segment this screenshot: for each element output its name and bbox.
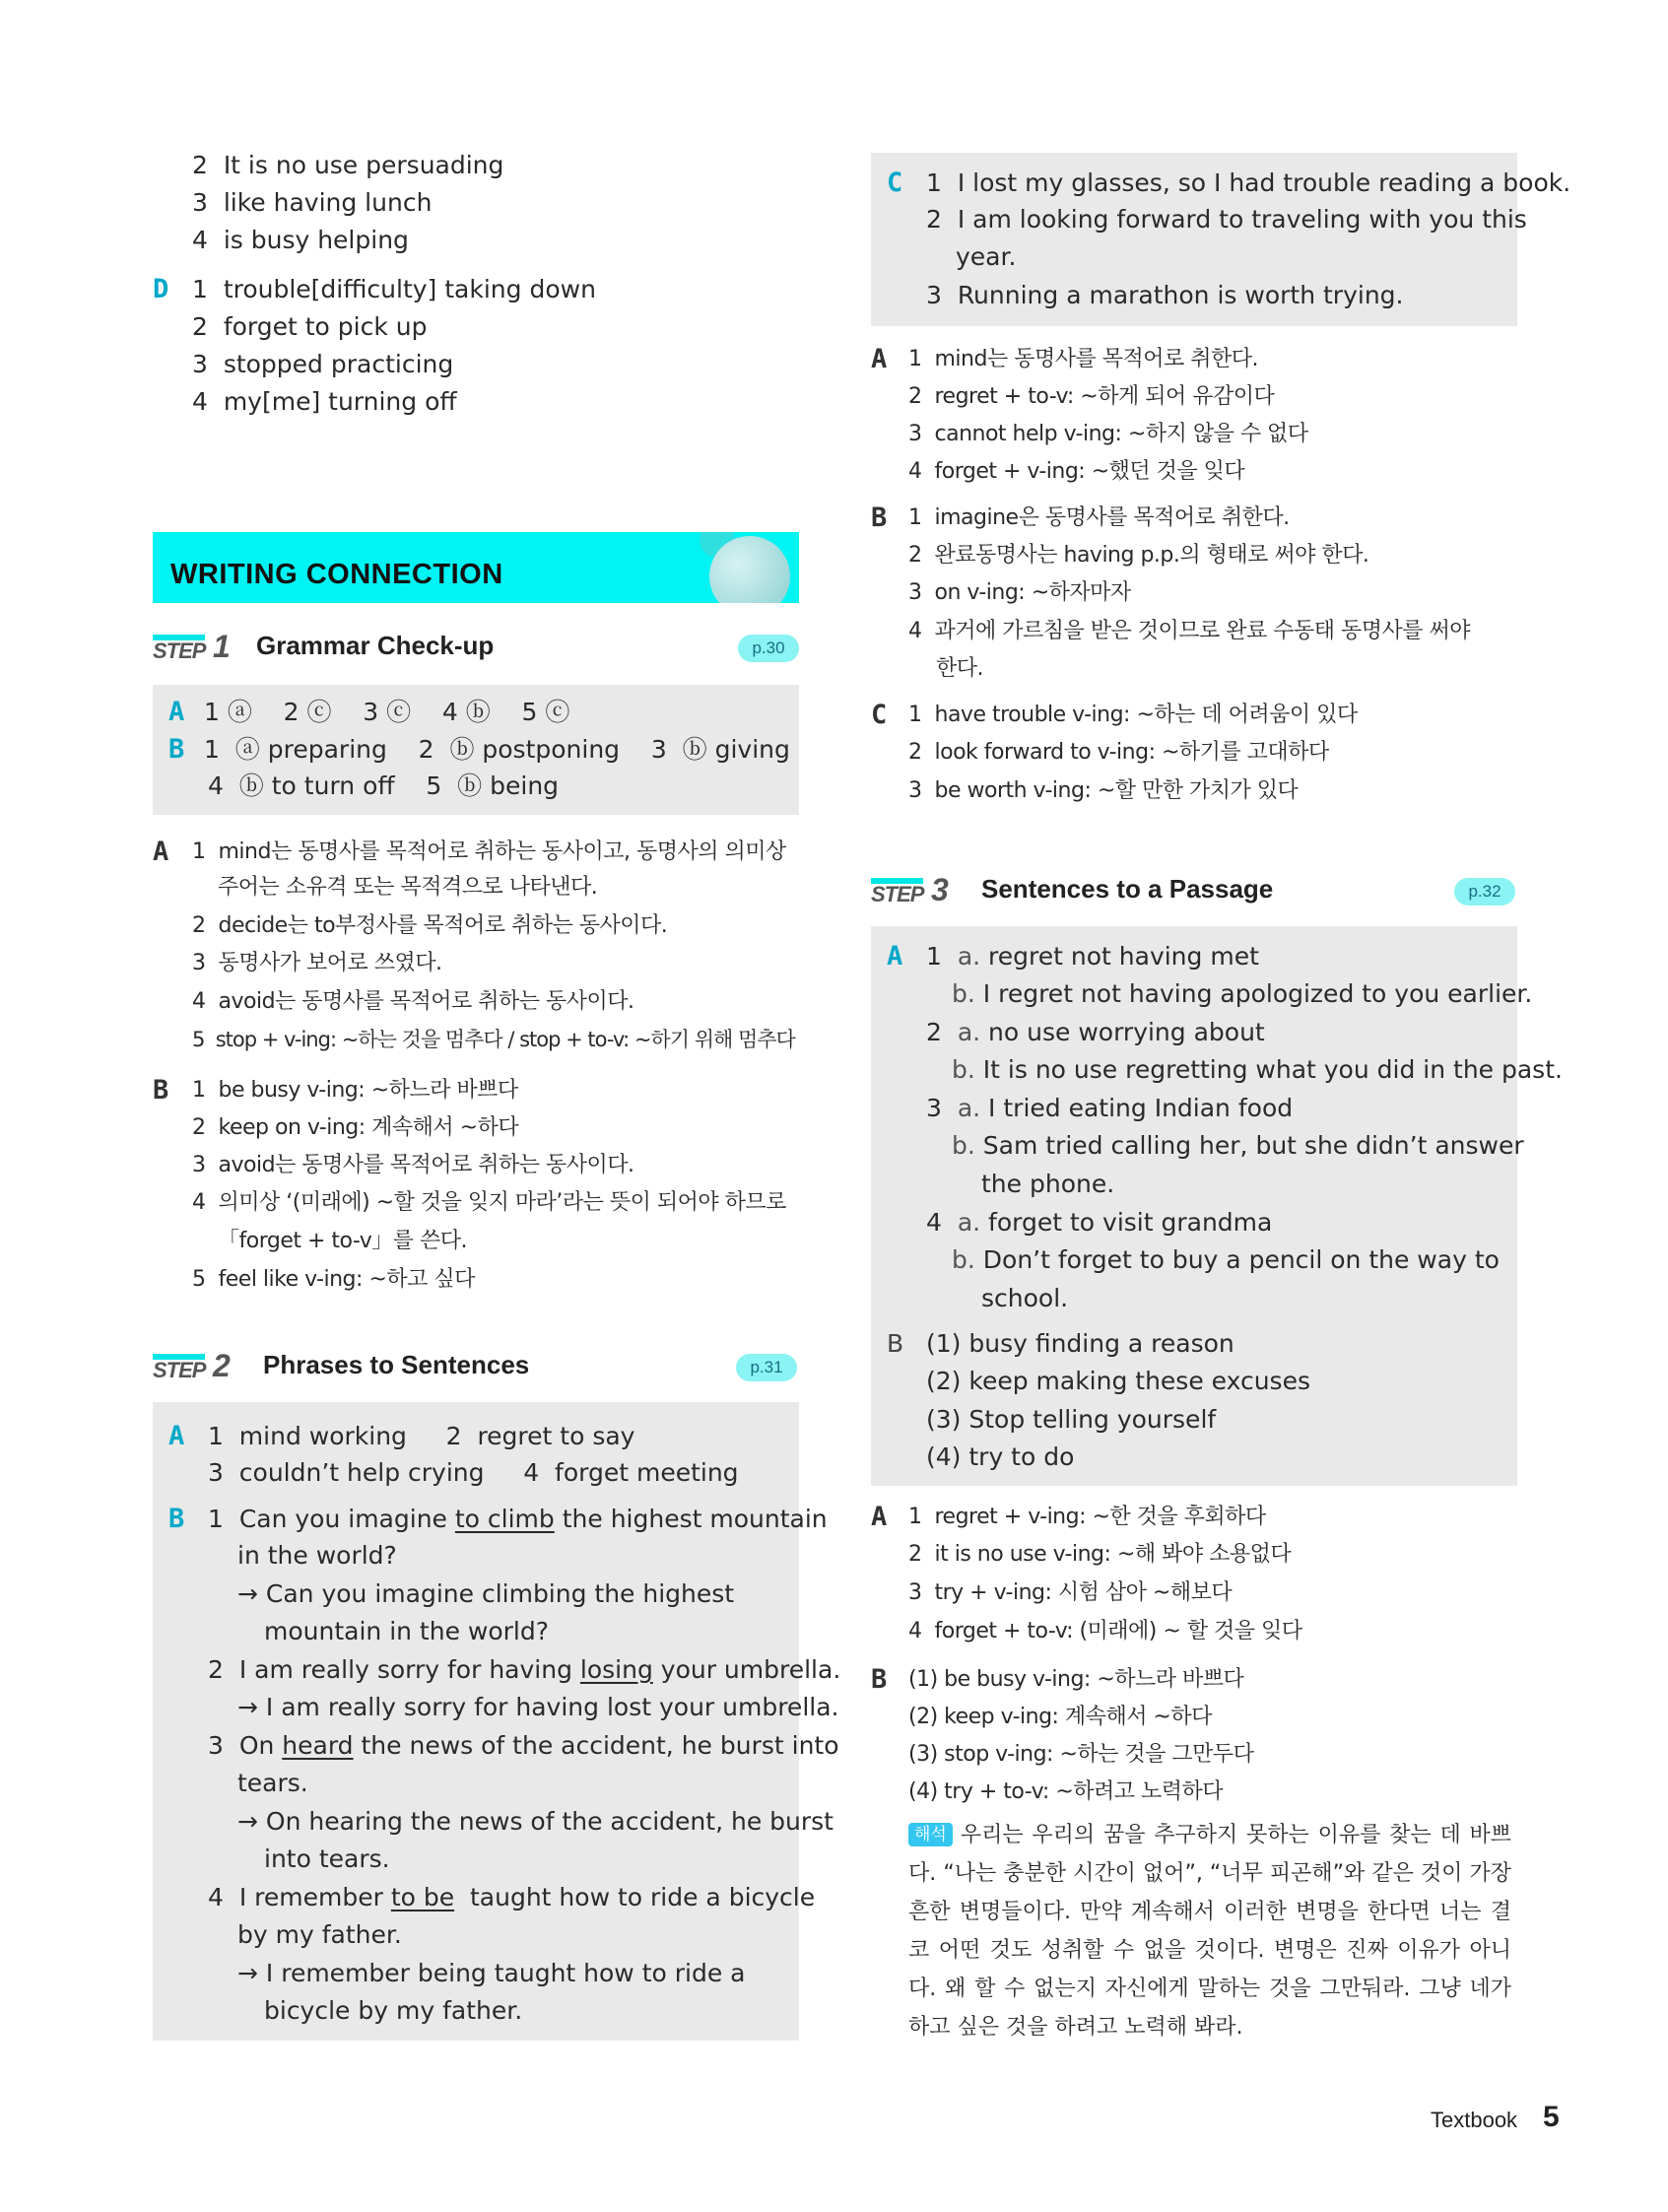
d-item-1: 1 trouble[difficulty] taking down	[192, 275, 596, 303]
step2-b1-answer-cont: mountain in the world?	[264, 1617, 550, 1645]
explanation-label-a: A	[871, 1502, 888, 1532]
step2-header	[153, 1344, 799, 1387]
page-reference-badge: p.32	[1454, 878, 1515, 905]
translation-paragraph	[908, 1816, 1511, 2046]
c-answer-2: 2 I am looking forward to traveling with you this	[926, 205, 1527, 234]
step-number: 2	[213, 1348, 231, 1383]
step1-answer-box	[153, 685, 799, 815]
explanation-b-1: 1 be busy v-ing: ~하느라 바쁘다	[192, 1078, 518, 1103]
step2-b2-answer: → I am really sorry for having lost your umbrella.	[237, 1693, 839, 1721]
step2-answer-box	[153, 1402, 841, 2041]
section-label-b: B	[168, 734, 185, 765]
explanation-b-2: 2 keep on v-ing: 계속해서 ~하다	[192, 1115, 519, 1140]
right-exp-a-4: 4 forget + v-ing: ~했던 것을 잊다	[908, 459, 1245, 484]
step2-b3-cont: tears.	[237, 1769, 308, 1797]
explanation-a-2: 2 decide는 to부정사를 목적어로 취하는 동사이다.	[192, 913, 668, 938]
right-exp-c-2: 2 look forward to v-ing: ~하기를 고대하다	[908, 740, 1329, 765]
step2-b2: 2 I am really sorry for having losing your umbrella.	[208, 1655, 841, 1684]
writing-connection-banner	[153, 532, 799, 603]
left-column	[153, 0, 841, 2212]
section-label-c: C	[887, 168, 903, 198]
section-label-b: B	[168, 1504, 185, 1534]
explanation-b-4-cont: 「forget + to-v」를 쓴다.	[218, 1229, 468, 1253]
step-title: Phrases to Sentences	[263, 1350, 530, 1379]
translation-text: 우리는 우리의 꿈을 추구하지 못하는 이유를 찾는 데 바쁘다. “나는 충분한 시간이 없어”, “너무 피곤해”와 같은 것이 가장 흔한 변명들이다. 만약 계속해서 이러한 변명을 한다면 너는 결코 어떤 것도 성취할 수 없을 것이다. 변명은 진짜 이유가 아니다. 왜 할 수 없는지 자신에게 말하는 것을 그만둬라. 그냥 네가 하고 싶은 것을 하려고 노력해 봐라.	[908, 1823, 1511, 2040]
step3-exp-a-1: 1 regret + v-ing: ~한 것을 후회하다	[908, 1505, 1266, 1529]
page-number: 5	[1543, 2101, 1560, 2133]
answer-line-b2: 4 ⓑ to turn off 5 ⓑ being	[208, 771, 560, 800]
step2-b3-answer: → On hearing the news of the accident, he burst	[237, 1807, 834, 1836]
step3-exp-a-4: 4 forget + to-v: (미래에) ~ 할 것을 잊다	[908, 1619, 1302, 1643]
step3-a-4b: b. Don’t forget to buy a pencil on the way to	[952, 1245, 1500, 1274]
answer-line-b1: 1 ⓐ preparing 2 ⓑ postponing 3 ⓑ giving	[204, 735, 790, 764]
step1-header	[153, 625, 799, 668]
step3-b-1: (1) busy finding a reason	[926, 1329, 1234, 1358]
explanation-b-5: 5 feel like v-ing: ~하고 싶다	[192, 1267, 475, 1292]
section-label-a: A	[168, 697, 185, 727]
step2-b1-answer: → Can you imagine climbing the highest	[237, 1579, 735, 1608]
section-label-a: A	[887, 941, 903, 972]
step3-a-2a: 2 a. no use worrying about	[926, 1018, 1265, 1046]
right-exp-c-3: 3 be worth v-ing: ~할 만한 가치가 있다	[908, 778, 1299, 803]
right-exp-b-4: 4 과거에 가르침을 받은 것이므로 완료 수동태 동명사를 써야	[908, 619, 1471, 643]
explanation-label-c: C	[871, 700, 888, 730]
explanation-a-1-cont: 주어는 소유격 또는 목적격으로 나타낸다.	[218, 875, 598, 900]
explanation-b-4: 4 의미상 ‘(미래에) ~할 것을 잊지 마라’라는 뜻이 되어야 하므로	[192, 1190, 786, 1215]
step2-b4-answer-cont: bicycle by my father.	[264, 1996, 523, 2025]
step3-a-4a: 4 a. forget to visit grandma	[926, 1208, 1273, 1237]
step3-exp-b-1: (1) be busy v-ing: ~하느라 바쁘다	[908, 1667, 1244, 1692]
step3-b-3: (3) Stop telling yourself	[926, 1405, 1217, 1434]
explanation-a-4: 4 avoid는 동명사를 목적어로 취하는 동사이다.	[192, 989, 634, 1014]
c-answer-1: 1 I lost my glasses, so I had trouble reading a book.	[926, 168, 1571, 197]
d-item-4: 4 my[me] turning off	[192, 387, 457, 416]
right-c-answer-box	[871, 153, 1571, 326]
page-reference-badge: p.31	[736, 1354, 797, 1381]
explanation-label-b: B	[153, 1075, 169, 1106]
step3-exp-a-3: 3 try + v-ing: 시험 삼아 ~해보다	[908, 1580, 1233, 1605]
step2-b4-answer: → I remember being taught how to ride a	[237, 1959, 746, 1987]
step2-a-line2: 3 couldn’t help crying 4 forget meeting	[208, 1458, 739, 1487]
c-item-3: 3 like having lunch	[192, 188, 433, 217]
section-label-b: B	[887, 1329, 904, 1358]
step3-a-3a: 3 a. I tried eating Indian food	[926, 1094, 1294, 1122]
right-exp-a-3: 3 cannot help v-ing: ~하지 않을 수 없다	[908, 422, 1308, 446]
right-exp-a-1: 1 mind는 동명사를 목적어로 취한다.	[908, 347, 1258, 371]
step3-a-3b-cont: the phone.	[981, 1170, 1115, 1198]
step2-b1-cont: in the world?	[237, 1541, 397, 1570]
writing-connection-title: WRITING CONNECTION	[170, 559, 503, 590]
step-word: STEP	[871, 878, 923, 905]
step3-exp-b-2: (2) keep v-ing: 계속해서 ~하다	[908, 1705, 1212, 1729]
step3-a-1b: b. I regret not having apologized to you earlier.	[952, 979, 1533, 1008]
step2-b4-cont: by my father.	[237, 1920, 402, 1949]
step3-b-2: (2) keep making these excuses	[926, 1367, 1310, 1395]
step3-a-4b-cont: school.	[981, 1284, 1069, 1312]
c-item-2: 2 It is no use persuading	[192, 151, 504, 179]
explanation-a-1: 1 mind는 동명사를 목적어로 취하는 동사이고, 동명사의 의미상	[192, 839, 786, 864]
step-title: Sentences to a Passage	[981, 874, 1274, 904]
right-exp-b-2: 2 완료동명사는 having p.p.의 형태로 써야 한다.	[908, 543, 1369, 568]
c-answer-3: 3 Running a marathon is worth trying.	[926, 281, 1404, 309]
step-word: STEP	[153, 635, 205, 662]
step2-b3: 3 On heard the news of the accident, he burst into	[208, 1731, 839, 1760]
step3-exp-a-2: 2 it is no use v-ing: ~해 봐야 소용없다	[908, 1542, 1292, 1567]
right-exp-b-3: 3 on v-ing: ~하자마자	[908, 580, 1131, 605]
answer-line-a: 1 ⓐ 2 ⓒ 3 ⓒ 4 ⓑ 5 ⓒ	[204, 698, 570, 726]
explanation-label-a: A	[153, 837, 169, 867]
step-word: STEP	[153, 1354, 205, 1381]
step-number: 1	[213, 629, 231, 664]
explanation-label-b: B	[871, 1664, 888, 1695]
step3-a-3b: b. Sam tried calling her, but she didn’t answer	[952, 1131, 1524, 1160]
page-reference-badge: p.30	[738, 635, 799, 662]
step3-answer-box	[871, 926, 1563, 1486]
explanation-label-a: A	[871, 344, 888, 374]
step-number: 3	[931, 872, 949, 907]
section-label-d: D	[153, 274, 169, 304]
explanation-label-b: B	[871, 503, 888, 533]
c-item-4: 4 is busy helping	[192, 226, 409, 254]
step-title: Grammar Check-up	[256, 631, 495, 660]
step3-exp-b-3: (3) stop v-ing: ~하는 것을 그만두다	[908, 1742, 1254, 1767]
bubble-decoration-icon	[709, 536, 790, 603]
explanation-b-3: 3 avoid는 동명사를 목적어로 취하는 동사이다.	[192, 1153, 634, 1177]
step3-exp-b-4: (4) try + to-v: ~하려고 노력하다	[908, 1779, 1224, 1804]
right-exp-c-1: 1 have trouble v-ing: ~하는 데 어려움이 있다	[908, 703, 1358, 727]
right-exp-a-2: 2 regret + to-v: ~하게 되어 유감이다	[908, 384, 1275, 409]
d-item-2: 2 forget to pick up	[192, 312, 428, 341]
explanation-a-5: 5 stop + v-ing: ~하는 것을 멈추다 / stop + to-v: ~하기 위해 멈추다	[192, 1028, 795, 1051]
step2-b3-answer-cont: into tears.	[264, 1844, 390, 1873]
step2-b4: 4 I remember to be taught how to ride a bicycle	[208, 1883, 816, 1911]
right-exp-b-4-cont: 한다.	[936, 656, 983, 681]
c-answer-2-cont: year.	[956, 242, 1017, 271]
explanation-a-3: 3 동명사가 보어로 쓰였다.	[192, 951, 442, 975]
step3-a-2b: b. It is no use regretting what you did in the past.	[952, 1055, 1563, 1084]
step3-a-1a: 1 a. regret not having met	[926, 942, 1259, 971]
right-exp-b-1: 1 imagine은 동명사를 목적어로 취한다.	[908, 505, 1290, 530]
section-label-a: A	[168, 1421, 185, 1451]
d-item-3: 3 stopped practicing	[192, 350, 454, 378]
step3-b-4: (4) try to do	[926, 1442, 1075, 1471]
translation-badge: 해석	[908, 1823, 953, 1846]
step2-a-line1: 1 mind working 2 regret to say	[208, 1422, 635, 1450]
footer-label: Textbook	[1431, 2108, 1518, 2132]
step2-b1: 1 Can you imagine to climb the highest mountain	[208, 1505, 828, 1533]
step3-header	[871, 868, 1517, 911]
right-column	[871, 0, 1571, 2212]
